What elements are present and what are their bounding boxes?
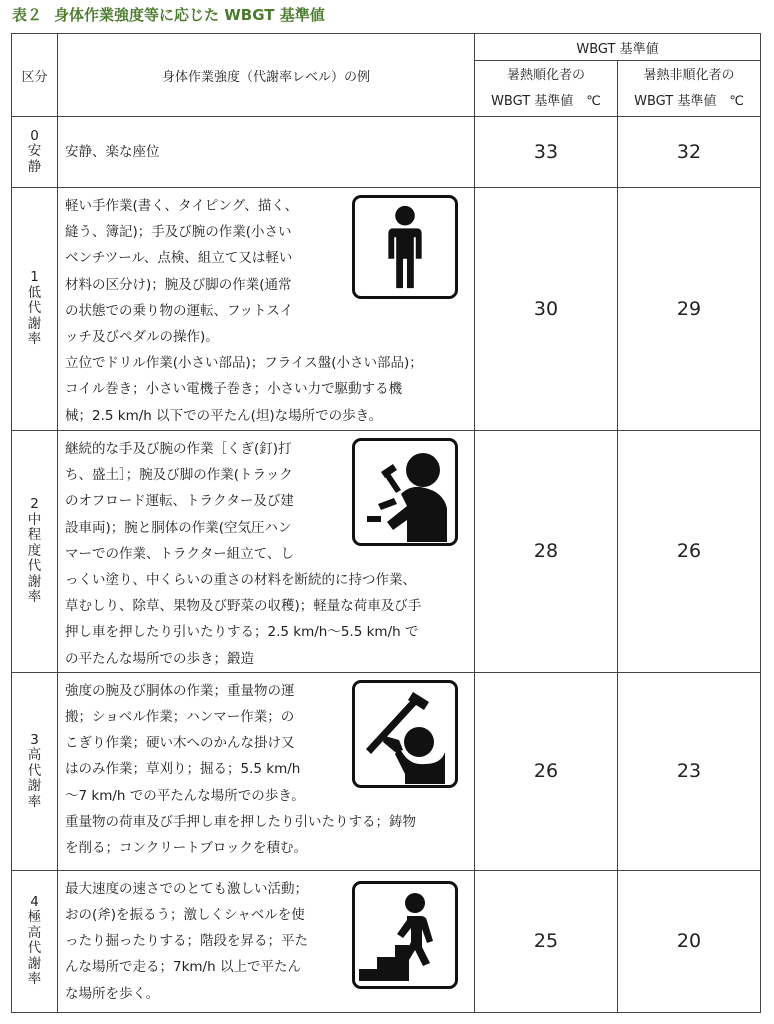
example-line: っくい塗り、中くらいの重さの材料を断続的に持つ作業、 bbox=[65, 572, 416, 589]
example-line: 最大速度の速さでのとても激しい活動； bbox=[65, 880, 308, 897]
value-non-acclimatized: 26 bbox=[618, 431, 761, 673]
row-kubun bbox=[12, 117, 58, 188]
value-acclimatized: 33 bbox=[475, 117, 618, 188]
table-row bbox=[12, 870, 761, 1012]
value-non-acclimatized: 23 bbox=[618, 672, 761, 870]
row-example bbox=[58, 672, 475, 870]
value-acclimatized: 26 bbox=[475, 672, 618, 870]
value-non-acclimatized: 29 bbox=[618, 188, 761, 431]
row-example bbox=[58, 188, 475, 431]
example-line: おの(斧)を振るう；激しくシャベルを使 bbox=[65, 907, 305, 924]
example-line: を削る；コンクリートブロックを積む。 bbox=[65, 840, 308, 857]
row-level: 4 bbox=[30, 893, 39, 910]
row-example bbox=[58, 870, 475, 1012]
sledgehammer-person-icon bbox=[352, 680, 458, 788]
example-line: 押し車を押したり引いたりする；2.5 km/h～5.5 km/h で bbox=[65, 624, 419, 641]
example-line: 草むしり、除草、果物及び野菜の収穫)；軽量な荷車及び手 bbox=[65, 598, 422, 615]
table-caption bbox=[12, 4, 325, 25]
header-acclimatized-line1: 暑熱順化者の bbox=[506, 67, 585, 83]
row-kubun bbox=[12, 870, 58, 1012]
example-line: のオフロード運転、トラクター及び建 bbox=[65, 493, 294, 510]
header-non-acclimatized bbox=[618, 61, 761, 117]
row-level: 3 bbox=[30, 731, 39, 748]
example-line: の平たんな場所での歩き；鍛造 bbox=[65, 650, 254, 667]
header-kubun: 区分 bbox=[12, 34, 58, 117]
hammering-person-icon bbox=[352, 438, 458, 546]
table-row bbox=[12, 431, 761, 673]
example-line: はのみ作業；草刈り；掘る；5.5 km/h bbox=[65, 761, 301, 778]
example-line: マーでの作業、トラクター組立て、し bbox=[65, 545, 294, 562]
example-line: 強度の腕及び胴体の作業；重量物の運 bbox=[65, 682, 295, 699]
table-row bbox=[12, 672, 761, 870]
example-line: ベンチツール、点検、組立て又は軽い bbox=[65, 250, 293, 267]
example-line: ～7 km/h での平たんな場所での歩き。 bbox=[65, 787, 305, 804]
row-label: 中程度代謝率 bbox=[27, 511, 42, 606]
example-line: 搬；ショベル作業；ハンマー作業；の bbox=[65, 709, 295, 726]
caption-title: 身体作業強度等に応じた WBGT 基準値 bbox=[54, 6, 325, 24]
value-non-acclimatized: 20 bbox=[618, 870, 761, 1012]
standing-person-icon bbox=[352, 195, 458, 299]
row-example bbox=[58, 117, 475, 188]
row-kubun bbox=[12, 672, 58, 870]
header-wbgt: WBGT 基準値 bbox=[475, 34, 761, 61]
value-non-acclimatized: 32 bbox=[618, 117, 761, 188]
row-label: 安静 bbox=[27, 143, 42, 175]
wbgt-table bbox=[11, 33, 761, 1013]
value-acclimatized: 28 bbox=[475, 431, 618, 673]
climbing-stairs-icon bbox=[352, 881, 458, 989]
row-label: 高代謝率 bbox=[27, 747, 42, 810]
example-line: 継続的な手及び腕の作業［くぎ(釘)打 bbox=[65, 441, 292, 457]
example-line: の状態での乗り物の運転、フットスイ bbox=[65, 302, 294, 319]
row-level: 2 bbox=[30, 496, 39, 513]
header-acclimatized-line2: WBGT 基準値 ℃ bbox=[491, 93, 601, 109]
example-line: な場所を歩く。 bbox=[65, 985, 160, 1002]
row-level: 0 bbox=[30, 127, 39, 144]
row-level: 1 bbox=[30, 269, 39, 286]
row-kubun bbox=[12, 188, 58, 431]
caption-number: 表２ bbox=[12, 6, 43, 24]
example-line: 縫う、簿記)；手及び腕の作業(小さい bbox=[65, 224, 292, 241]
example-line: ッチ及びペダルの操作)。 bbox=[65, 329, 219, 346]
example-line: こぎり作業；硬い木へのかんな掛け又 bbox=[65, 735, 295, 752]
example-line: ち、盛土］；腕及び脚の作業(トラック bbox=[65, 467, 293, 484]
row-example bbox=[58, 431, 475, 673]
row-kubun bbox=[12, 431, 58, 673]
example-line: 安静、楽な座位 bbox=[65, 144, 160, 160]
value-acclimatized: 30 bbox=[475, 188, 618, 431]
table-row bbox=[12, 188, 761, 431]
example-line: 立位でドリル作業(小さい部品)；フライス盤(小さい部品)； bbox=[65, 355, 423, 372]
row-label: 低代謝率 bbox=[27, 284, 42, 348]
example-line: コイル巻き；小さい電機子巻き；小さい力で駆動する機 bbox=[65, 381, 403, 398]
example-line: 設車両)；腕と胴体の作業(空気圧ハン bbox=[65, 519, 292, 536]
example-line: 械；2.5 km/h 以下での平たん(坦)な場所での歩き。 bbox=[65, 407, 383, 424]
value-acclimatized: 25 bbox=[475, 870, 618, 1012]
example-line: 材料の区分け)；腕及び脚の作業(通常 bbox=[65, 276, 292, 293]
example-line: 重量物の荷車及び手押し車を押したり引いたりする；鋳物 bbox=[65, 813, 416, 830]
example-line: 軽い手作業(書く、タイピング、描く、 bbox=[65, 198, 299, 214]
header-example: 身体作業強度（代謝率レベル）の例 bbox=[58, 34, 475, 117]
header-non-acclimatized-line1: 暑熱非順化者の bbox=[643, 67, 735, 83]
example-line: んな場所で走る；7km/h 以上で平たん bbox=[65, 959, 301, 976]
header-acclimatized bbox=[475, 61, 618, 117]
table-row bbox=[12, 117, 761, 188]
header-non-acclimatized-line2: WBGT 基準値 ℃ bbox=[634, 93, 744, 109]
example-line: ったり掘ったりする；階段を昇る；平た bbox=[65, 933, 308, 950]
row-label: 極高代謝率 bbox=[27, 909, 42, 988]
